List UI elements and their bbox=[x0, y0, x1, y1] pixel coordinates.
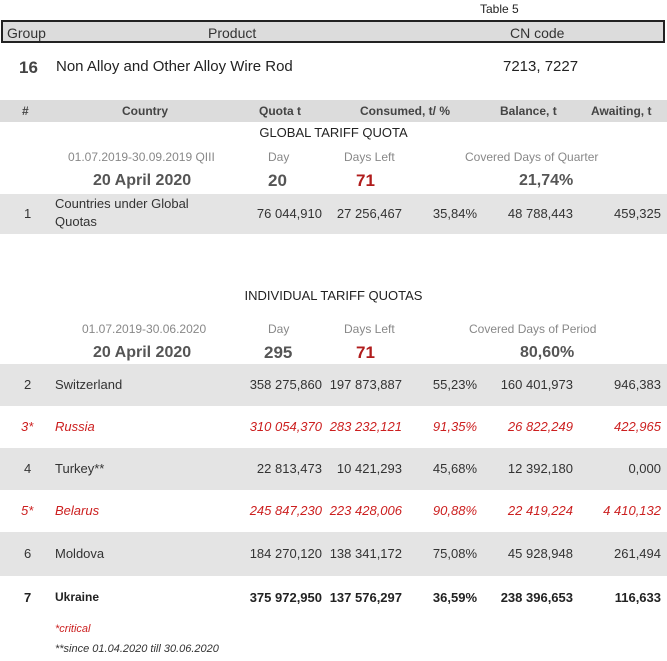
row-quota: 245 847,230 bbox=[249, 503, 322, 518]
row-awaiting: 459,325 bbox=[614, 206, 661, 221]
row-awaiting: 0,000 bbox=[628, 461, 661, 476]
row-num: 3* bbox=[21, 419, 34, 434]
global-days-left-label: Days Left bbox=[344, 150, 395, 164]
individual-period: 01.07.2019-30.06.2020 bbox=[82, 322, 207, 336]
table-row bbox=[0, 576, 667, 618]
table-row bbox=[0, 448, 667, 490]
row-awaiting: 4 410,132 bbox=[603, 503, 661, 518]
row-awaiting: 116,633 bbox=[614, 590, 661, 605]
global-date: 20 April 2020 bbox=[93, 172, 192, 189]
cn-code-header: CN code bbox=[510, 25, 565, 41]
row-balance: 160 401,973 bbox=[500, 377, 573, 392]
row-num: 1 bbox=[24, 206, 32, 221]
individual-covered-label: Covered Days of Period bbox=[469, 322, 597, 336]
row-consumed: 197 873,887 bbox=[329, 377, 402, 392]
row-quota: 375 972,950 bbox=[249, 590, 322, 605]
individual-date: 20 April 2020 bbox=[93, 344, 192, 361]
row-country: Ukraine bbox=[55, 590, 100, 604]
global-period: 01.07.2019-30.09.2019 QIII bbox=[68, 150, 215, 164]
row-country: Moldova bbox=[55, 546, 105, 561]
table-row bbox=[0, 194, 667, 234]
row-country: Switzerland bbox=[55, 377, 123, 392]
group-header-bar bbox=[1, 20, 665, 43]
row-balance: 26 822,249 bbox=[507, 419, 573, 434]
row-awaiting: 261,494 bbox=[614, 546, 661, 561]
row-balance: 12 392,180 bbox=[507, 461, 573, 476]
col-country: Country bbox=[122, 104, 168, 118]
table-label: Table 5 bbox=[480, 2, 519, 16]
table-row bbox=[0, 532, 667, 576]
row-balance: 48 788,443 bbox=[507, 206, 573, 221]
column-header-row bbox=[0, 100, 667, 122]
row-awaiting: 946,383 bbox=[614, 377, 661, 392]
col-awaiting: Awaiting, t bbox=[591, 104, 652, 118]
critical-note: *critical bbox=[55, 623, 91, 635]
global-quota-title: GLOBAL TARIFF QUOTA bbox=[259, 125, 408, 140]
product-header: Product bbox=[208, 25, 257, 41]
row-country: Turkey** bbox=[55, 461, 105, 476]
row-num: 5* bbox=[21, 503, 34, 518]
global-day-label: Day bbox=[268, 150, 290, 164]
row-country: Russia bbox=[55, 419, 95, 434]
col-balance: Balance, t bbox=[500, 104, 557, 118]
row-pct: 91,35% bbox=[432, 419, 477, 434]
row-country: Belarus bbox=[55, 503, 100, 518]
since-note: **since 01.04.2020 till 30.06.2020 bbox=[55, 643, 219, 655]
global-covered: 21,74% bbox=[519, 172, 574, 189]
table-row bbox=[0, 490, 667, 532]
row-consumed: 10 421,293 bbox=[336, 461, 402, 476]
individual-quota-title: INDIVIDUAL TARIFF QUOTAS bbox=[244, 288, 423, 303]
cn-code: 7213, 7227 bbox=[503, 58, 579, 75]
individual-covered: 80,60% bbox=[520, 344, 575, 361]
row-consumed: 138 341,172 bbox=[329, 546, 402, 561]
row-quota: 184 270,120 bbox=[249, 546, 322, 561]
row-balance: 22 419,224 bbox=[507, 503, 573, 518]
individual-day: 295 bbox=[264, 343, 293, 362]
row-consumed: 283 232,121 bbox=[329, 419, 402, 434]
row-balance: 45 928,948 bbox=[507, 546, 573, 561]
row-quota: 22 813,473 bbox=[256, 461, 322, 476]
individual-day-label: Day bbox=[268, 322, 290, 336]
product-name: Non Alloy and Other Alloy Wire Rod bbox=[56, 58, 293, 75]
row-awaiting: 422,965 bbox=[614, 419, 661, 434]
row-num: 2 bbox=[24, 377, 32, 392]
row-country-line2: Quotas bbox=[55, 214, 97, 229]
row-balance: 238 396,653 bbox=[500, 590, 573, 605]
row-pct: 90,88% bbox=[432, 503, 477, 518]
col-quota: Quota t bbox=[259, 104, 301, 118]
row-pct: 75,08% bbox=[432, 546, 477, 561]
individual-days-left-label: Days Left bbox=[344, 322, 395, 336]
row-quota: 310 054,370 bbox=[249, 419, 322, 434]
row-pct: 45,68% bbox=[432, 461, 477, 476]
row-num: 6 bbox=[24, 546, 32, 561]
row-num: 7 bbox=[24, 590, 32, 605]
row-consumed: 223 428,006 bbox=[329, 503, 402, 518]
group-number: 16 bbox=[19, 58, 38, 77]
global-days-left: 71 bbox=[356, 171, 375, 190]
col-consumed: Consumed, t/ % bbox=[360, 104, 451, 118]
group-header: Group bbox=[7, 25, 46, 41]
global-day: 20 bbox=[268, 171, 287, 190]
row-consumed: 27 256,467 bbox=[336, 206, 402, 221]
row-consumed: 137 576,297 bbox=[329, 590, 402, 605]
col-num: # bbox=[22, 104, 29, 118]
row-num: 4 bbox=[24, 461, 32, 476]
row-quota: 358 275,860 bbox=[249, 377, 322, 392]
row-pct: 55,23% bbox=[432, 377, 477, 392]
row-pct: 36,59% bbox=[432, 590, 477, 605]
row-pct: 35,84% bbox=[432, 206, 477, 221]
table-row bbox=[0, 364, 667, 406]
individual-days-left: 71 bbox=[356, 343, 375, 362]
row-quota: 76 044,910 bbox=[256, 206, 322, 221]
table-row bbox=[0, 406, 667, 448]
row-country: Countries under Global bbox=[55, 196, 189, 211]
global-covered-label: Covered Days of Quarter bbox=[465, 150, 599, 164]
